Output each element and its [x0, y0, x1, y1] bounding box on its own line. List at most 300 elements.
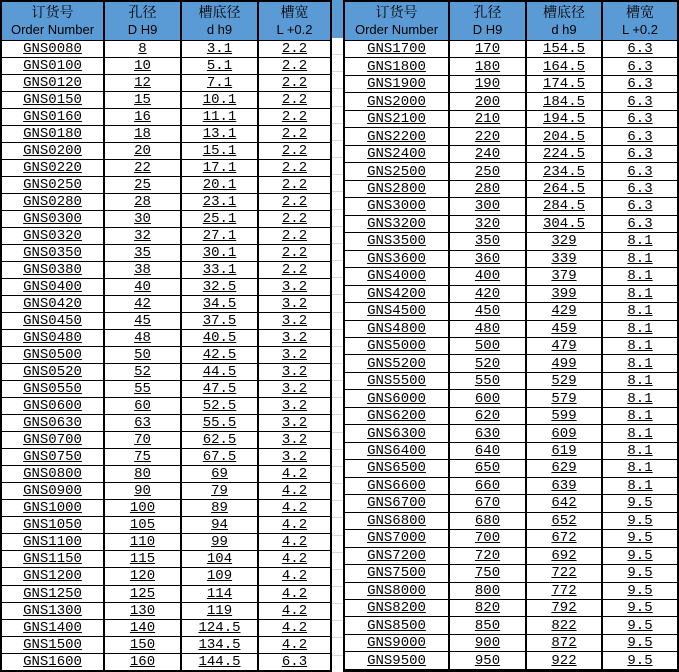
- cell-groove-width: [602, 634, 678, 651]
- table-row: [1, 415, 331, 432]
- cell-groove-width: [258, 636, 331, 653]
- cell-value: 8: [138, 41, 147, 57]
- cell-order-number: [344, 495, 449, 512]
- cell-value: GNS1250: [23, 585, 82, 602]
- cell-value: GNS1050: [23, 517, 82, 534]
- cell-order-number: [344, 285, 449, 302]
- cell-value: 6.3: [627, 180, 653, 197]
- cell-groove-bottom-diameter: [181, 41, 258, 58]
- cell-order-number: [1, 330, 104, 347]
- cell-groove-width: [258, 585, 331, 602]
- table-row: [344, 145, 678, 162]
- cell-groove-width: [602, 75, 678, 92]
- cell-bore-diameter: [104, 347, 181, 364]
- cell-bore-diameter: [449, 320, 526, 337]
- cell-value: 2.2: [281, 75, 308, 92]
- column-header-order-number: [344, 1, 449, 41]
- cell-value: 9.5: [627, 512, 653, 529]
- cell-groove-bottom-diameter: [181, 415, 258, 432]
- cell-bore-diameter: [104, 381, 181, 398]
- cell-groove-bottom-diameter: [181, 313, 258, 330]
- cell-groove-bottom-diameter: [181, 636, 258, 653]
- cell-value: 37.5: [202, 313, 237, 330]
- cell-value: GNS6200: [367, 408, 426, 425]
- gap-gridline-cell: [332, 621, 343, 638]
- cell-order-number: [1, 466, 104, 483]
- cell-value: GNS0480: [23, 330, 82, 347]
- cell-groove-bottom-diameter: [526, 442, 602, 459]
- cell-value: 4.2: [281, 551, 308, 568]
- table-row: [344, 285, 678, 302]
- cell-order-number: [344, 355, 449, 372]
- cell-value: 8.1: [627, 390, 653, 407]
- cell-value: 70: [134, 432, 151, 449]
- cell-value: 280: [474, 180, 501, 197]
- cell-groove-width: [258, 364, 331, 381]
- cell-value: 240: [474, 146, 501, 163]
- cell-value: 4.2: [281, 636, 308, 653]
- table-row: [344, 303, 678, 320]
- cell-order-number: [1, 262, 104, 279]
- cell-order-number: [1, 143, 104, 160]
- cell-value: GNS1150: [23, 551, 82, 568]
- cell-order-number: [1, 296, 104, 313]
- cell-value: 200: [474, 93, 501, 110]
- cell-value: 529: [551, 373, 577, 390]
- cell-order-number: [344, 163, 449, 180]
- gap-gridline-cell: [332, 210, 343, 227]
- cell-value: 10: [134, 58, 151, 75]
- cell-value: 3.2: [281, 415, 308, 432]
- cell-value: GNS1300: [23, 602, 82, 619]
- table-row: [344, 565, 678, 582]
- cell-value: 2.2: [281, 211, 308, 228]
- table-row: [1, 313, 331, 330]
- cell-groove-width: [258, 415, 331, 432]
- cell-groove-bottom-diameter: [181, 534, 258, 551]
- cell-value: 5.1: [206, 58, 233, 75]
- table-row: [344, 337, 678, 354]
- cell-bore-diameter: [104, 58, 181, 75]
- cell-groove-width: [258, 92, 331, 109]
- cell-groove-width: [602, 268, 678, 285]
- cell-groove-bottom-diameter: [181, 653, 258, 671]
- table-row: [1, 41, 331, 58]
- cell-bore-diameter: [104, 143, 181, 160]
- table-row: [1, 279, 331, 296]
- cell-order-number: [1, 398, 104, 415]
- cell-groove-width: [602, 128, 678, 145]
- cell-value: 2.2: [281, 160, 308, 177]
- cell-groove-width: [258, 313, 331, 330]
- cell-value: 2.2: [281, 58, 308, 75]
- cell-value: GNS0120: [23, 75, 82, 92]
- cell-bore-diameter: [104, 500, 181, 517]
- table-row: [344, 547, 678, 564]
- cell-value: 9.5: [627, 495, 653, 512]
- cell-value: 450: [474, 303, 501, 320]
- table-row: [1, 466, 331, 483]
- table-row: [1, 653, 331, 671]
- cell-value: 8.1: [627, 355, 653, 372]
- table-row: [344, 58, 678, 75]
- cell-groove-width: [602, 477, 678, 494]
- table-row: [1, 211, 331, 228]
- cell-bore-diameter: [449, 215, 526, 232]
- cell-groove-bottom-diameter: [181, 143, 258, 160]
- cell-bore-diameter: [104, 585, 181, 602]
- cell-groove-width: [602, 652, 678, 669]
- cell-groove-bottom-diameter: [526, 198, 602, 215]
- cell-groove-bottom-diameter: [526, 372, 602, 389]
- cell-value: 204.5: [542, 128, 585, 145]
- cell-value: 104: [206, 551, 233, 568]
- table-row: [1, 534, 331, 551]
- cell-order-number: [344, 652, 449, 669]
- cell-groove-bottom-diameter: [181, 602, 258, 619]
- table-row: [1, 228, 331, 245]
- cell-bore-diameter: [449, 110, 526, 127]
- cell-value: 2.2: [281, 245, 308, 262]
- cell-value: 6.3: [281, 653, 308, 670]
- cell-value: 672: [551, 530, 577, 547]
- cell-value: 40: [134, 279, 151, 296]
- cell-value: 922: [551, 652, 577, 669]
- table-row: [1, 517, 331, 534]
- cell-value: 13.1: [202, 126, 237, 143]
- cell-groove-bottom-diameter: [526, 617, 602, 634]
- cell-bore-diameter: [104, 126, 181, 143]
- cell-groove-bottom-diameter: [526, 41, 602, 58]
- table-row: [344, 110, 678, 127]
- cell-bore-diameter: [104, 602, 181, 619]
- cell-groove-bottom-diameter: [181, 347, 258, 364]
- cell-value: 9.5: [627, 600, 653, 617]
- cell-groove-width: [258, 432, 331, 449]
- cell-order-number: [1, 245, 104, 262]
- gap-gridline-cell: [332, 415, 343, 432]
- cell-order-number: [344, 512, 449, 529]
- cell-value: 4.2: [281, 585, 308, 602]
- cell-groove-width: [258, 262, 331, 279]
- table-row: [344, 669, 678, 671]
- cell-bore-diameter: [449, 250, 526, 267]
- cell-value: 23.1: [202, 194, 237, 211]
- cell-order-number: [1, 160, 104, 177]
- cell-groove-width: [602, 547, 678, 564]
- cell-groove-bottom-diameter: [526, 268, 602, 285]
- table-row: [344, 407, 678, 424]
- cell-value: 7.1: [206, 75, 233, 92]
- cell-value: 900: [474, 635, 501, 652]
- cell-value: 660: [474, 477, 501, 494]
- cell-bore-diameter: [449, 303, 526, 320]
- cell-groove-bottom-diameter: [526, 285, 602, 302]
- cell-groove-width: [258, 466, 331, 483]
- cell-value: 320: [474, 215, 501, 232]
- cell-value: GNS6300: [367, 425, 426, 442]
- cell-bore-diameter: [104, 245, 181, 262]
- cell-value: 3.2: [281, 313, 308, 330]
- cell-groove-width: [602, 303, 678, 320]
- table-row: [1, 636, 331, 653]
- cell-value: GNS6500: [367, 460, 426, 477]
- cell-bore-diameter: [449, 145, 526, 162]
- cell-value: 119: [206, 602, 233, 619]
- cell-value: 8.1: [627, 338, 653, 355]
- cell-groove-width: [602, 355, 678, 372]
- column-header-zh: 槽底径: [198, 4, 241, 21]
- cell-value: GNS0320: [23, 228, 82, 245]
- cell-value: GNS1700: [367, 41, 426, 58]
- cell-groove-width: [602, 198, 678, 215]
- cell-value: 3.2: [281, 381, 308, 398]
- table-row: [1, 432, 331, 449]
- cell-order-number: [344, 600, 449, 617]
- cell-value: 2.2: [281, 109, 308, 126]
- cell-order-number: [1, 619, 104, 636]
- cell-value: 4.2: [281, 517, 308, 534]
- cell-groove-bottom-diameter: [526, 320, 602, 337]
- cell-bore-diameter: [104, 228, 181, 245]
- cell-value: GNS4500: [367, 303, 426, 320]
- table-row: [1, 568, 331, 585]
- cell-value: 3.2: [281, 449, 308, 466]
- table-row: [1, 92, 331, 109]
- cell-value: 8.1: [627, 303, 653, 320]
- table-row: [1, 398, 331, 415]
- cell-bore-diameter: [104, 330, 181, 347]
- cell-value: GNS7200: [367, 547, 426, 564]
- cell-value: 9.5: [627, 547, 653, 564]
- cell-groove-width: [258, 500, 331, 517]
- cell-value: 680: [474, 512, 501, 529]
- gap-gridline-cell: [332, 364, 343, 381]
- cell-value: GNS0220: [23, 160, 82, 177]
- cell-value: 479: [551, 338, 577, 355]
- cell-value: 2.2: [281, 228, 308, 245]
- cell-value: 62.5: [202, 432, 237, 449]
- cell-bore-diameter: [449, 634, 526, 651]
- cell-groove-width: [602, 110, 678, 127]
- cell-order-number: [1, 636, 104, 653]
- right-table-body: [344, 41, 678, 672]
- cell-order-number: [344, 442, 449, 459]
- gap-gridline-cell: [332, 244, 343, 261]
- cell-value: 2.2: [281, 41, 308, 57]
- cell-value: GNS0800: [23, 466, 82, 483]
- column-header-zh: 槽宽: [626, 4, 654, 21]
- table-row: [344, 582, 678, 599]
- cell-bore-diameter: [104, 160, 181, 177]
- cell-value: GNS0150: [23, 92, 82, 109]
- gap-gridline-cell: [332, 107, 343, 124]
- cell-value: 42: [134, 296, 151, 313]
- column-header-groove-width: [258, 1, 331, 41]
- cell-value: GNS0550: [23, 381, 82, 398]
- cell-order-number: [1, 75, 104, 92]
- table-row: [344, 180, 678, 197]
- cell-value: GNS3200: [367, 215, 426, 232]
- cell-groove-bottom-diameter: [526, 355, 602, 372]
- cell-groove-width: [258, 75, 331, 92]
- cell-groove-width: [258, 330, 331, 347]
- cell-order-number: [344, 460, 449, 477]
- cell-value: 300: [474, 198, 501, 215]
- cell-bore-diameter: [449, 669, 526, 671]
- cell-value: 6.3: [627, 58, 653, 75]
- cell-bore-diameter: [104, 619, 181, 636]
- cell-groove-bottom-diameter: [181, 449, 258, 466]
- cell-value: 650: [474, 460, 501, 477]
- cell-value: 89: [211, 500, 228, 517]
- cell-value: 22: [134, 160, 151, 177]
- cell-value: 792: [551, 600, 577, 617]
- gap-gridline-cell: [332, 604, 343, 621]
- cell-value: GNS2500: [367, 163, 426, 180]
- cell-groove-bottom-diameter: [181, 245, 258, 262]
- cell-value: 652: [551, 512, 577, 529]
- cell-groove-width: [602, 233, 678, 250]
- cell-groove-bottom-diameter: [526, 460, 602, 477]
- cell-groove-width: [602, 617, 678, 634]
- cell-value: 822: [551, 617, 577, 634]
- cell-bore-diameter: [449, 582, 526, 599]
- cell-value: 4.2: [281, 619, 308, 636]
- table-row: [1, 381, 331, 398]
- cell-order-number: [1, 347, 104, 364]
- cell-bore-diameter: [104, 211, 181, 228]
- cell-value: 124.5: [198, 619, 241, 636]
- cell-groove-width: [602, 337, 678, 354]
- cell-value: 144.5: [198, 653, 241, 670]
- cell-order-number: [344, 337, 449, 354]
- cell-value: GNS5000: [367, 338, 426, 355]
- cell-bore-diameter: [449, 337, 526, 354]
- table-row: [1, 585, 331, 602]
- cell-order-number: [344, 145, 449, 162]
- cell-bore-diameter: [449, 372, 526, 389]
- cell-value: 950: [474, 652, 501, 669]
- cell-groove-width: [258, 279, 331, 296]
- column-header-zh: 订货号: [375, 4, 418, 21]
- cell-groove-bottom-diameter: [181, 58, 258, 75]
- cell-groove-bottom-diameter: [526, 669, 602, 671]
- cell-value: 420: [474, 285, 501, 302]
- cell-value: 8.1: [627, 425, 653, 442]
- cell-order-number: [1, 551, 104, 568]
- cell-value: 45: [134, 313, 151, 330]
- cell-bore-diameter: [449, 477, 526, 494]
- cell-value: 304.5: [542, 215, 585, 232]
- cell-order-number: [344, 303, 449, 320]
- table-row: [344, 442, 678, 459]
- table-row: [344, 617, 678, 634]
- cell-groove-width: [258, 41, 331, 58]
- cell-value: 9.5: [627, 635, 653, 652]
- cell-value: 48: [134, 330, 151, 347]
- cell-value: 692: [551, 547, 577, 564]
- cell-value: 47.5: [202, 381, 237, 398]
- table-gap-column: [332, 0, 343, 672]
- column-header-zh: 槽宽: [280, 4, 309, 21]
- gap-gridline-cell: [332, 227, 343, 244]
- cell-value: 114: [206, 585, 233, 602]
- cell-value: 4.2: [281, 534, 308, 551]
- cell-groove-bottom-diameter: [181, 619, 258, 636]
- cell-order-number: [1, 313, 104, 330]
- gap-gridline-cell: [332, 192, 343, 209]
- cell-value: 722: [551, 565, 577, 582]
- cell-value: 99: [211, 534, 228, 551]
- gap-gridline-cell: [332, 175, 343, 192]
- cell-value: 8.1: [627, 233, 653, 250]
- table-row: [344, 425, 678, 442]
- cell-order-number: [1, 517, 104, 534]
- cell-value: 4.2: [281, 500, 308, 517]
- cell-value: 100: [129, 500, 156, 517]
- cell-value: 6.3: [627, 163, 653, 180]
- cell-order-number: [344, 75, 449, 92]
- cell-bore-diameter: [449, 390, 526, 407]
- cell-value: GNS0180: [23, 126, 82, 143]
- cell-order-number: [344, 582, 449, 599]
- cell-value: 640: [474, 443, 501, 460]
- gap-gridline-cell: [332, 72, 343, 89]
- cell-value: GNS0350: [23, 245, 82, 262]
- cell-value: 130: [129, 602, 156, 619]
- table-row: [344, 652, 678, 669]
- cell-value: 210: [474, 111, 501, 128]
- cell-order-number: [344, 530, 449, 547]
- table-row: [344, 477, 678, 494]
- cell-value: 180: [474, 58, 501, 75]
- cell-value: 6.3: [627, 93, 653, 110]
- cell-value: 38: [134, 262, 151, 279]
- gap-header-fill: [332, 0, 343, 38]
- cell-groove-width: [258, 228, 331, 245]
- cell-order-number: [344, 407, 449, 424]
- cell-value: 40.5: [202, 330, 237, 347]
- cell-order-number: [1, 585, 104, 602]
- cell-value: 250: [474, 163, 501, 180]
- cell-groove-width: [602, 285, 678, 302]
- table-row: [344, 634, 678, 651]
- cell-value: 69: [211, 466, 228, 483]
- cell-groove-bottom-diameter: [181, 109, 258, 126]
- cell-groove-bottom-diameter: [181, 194, 258, 211]
- cell-value: 3.2: [281, 398, 308, 415]
- cell-value: 800: [474, 582, 501, 599]
- table-row: [1, 177, 331, 194]
- table-row: [344, 600, 678, 617]
- cell-value: 339: [551, 250, 577, 267]
- cell-groove-bottom-diameter: [526, 634, 602, 651]
- gap-gridline-cell: [332, 570, 343, 587]
- table-row: [1, 449, 331, 466]
- gap-gridline-cell: [332, 450, 343, 467]
- cell-groove-width: [258, 211, 331, 228]
- cell-bore-diameter: [104, 483, 181, 500]
- cell-value: 8.1: [627, 285, 653, 302]
- gap-gridline-cell: [332, 381, 343, 398]
- column-header-zh: 孔径: [473, 4, 502, 21]
- cell-groove-bottom-diameter: [526, 180, 602, 197]
- cell-order-number: [344, 215, 449, 232]
- cell-value: 8.1: [627, 373, 653, 390]
- cell-value: 170: [474, 41, 501, 58]
- gap-gridline-cell: [332, 89, 343, 106]
